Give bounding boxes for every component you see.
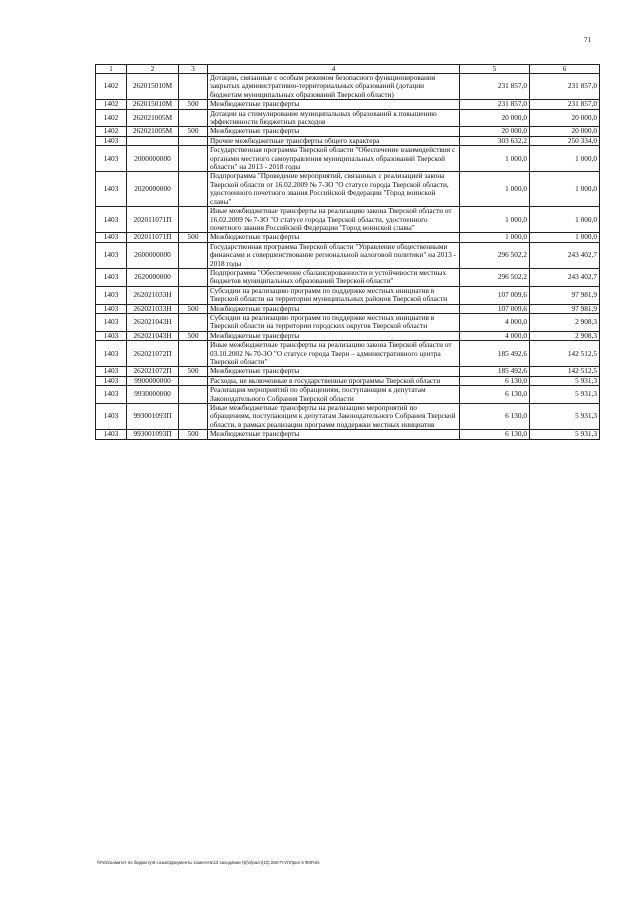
target-code-cell xyxy=(127,136,179,145)
amount-planned-cell: 231 857,0 xyxy=(460,74,530,100)
table-row xyxy=(96,286,600,304)
amount-planned-cell: 1 000,0 xyxy=(460,233,530,242)
target-code-cell: 2600000000 xyxy=(127,242,179,268)
item-name-cell: Прочие межбюджетные трансферты общего характера xyxy=(208,136,460,145)
amount-actual-cell: 142 512,5 xyxy=(530,341,600,367)
expense-type-cell xyxy=(179,341,208,367)
section-code-cell: 1402 xyxy=(96,109,127,127)
section-code-cell: 1403 xyxy=(96,313,127,331)
section-code-cell: 1403 xyxy=(96,367,127,376)
section-code-cell: 1403 xyxy=(96,386,127,404)
file-path-footer: \\Fs01\комитет по бюджету\6 созыв\Документы комитета\13 заседание (6)\п\расп(13) 282-П-VI\Прил 5 ФКР.xls xyxy=(97,860,320,865)
amount-actual-cell: 20 000,0 xyxy=(530,127,600,136)
amount-planned-cell: 6 130,0 xyxy=(460,386,530,404)
expense-type-cell xyxy=(179,268,208,286)
target-code-cell: 262021005М xyxy=(127,127,179,136)
amount-actual-cell: 231 857,0 xyxy=(530,74,600,100)
section-code-cell: 1403 xyxy=(96,242,127,268)
amount-actual-cell: 5 931,3 xyxy=(530,376,600,385)
amount-actual-cell: 2 908,3 xyxy=(530,313,600,331)
section-code-cell: 1403 xyxy=(96,233,127,242)
amount-planned-cell: 296 502,2 xyxy=(460,242,530,268)
item-name-cell: Подпрограмма "Проведение мероприятий, связанных с реализацией закона Тверской области от 16.02.2009 № 7-ЗО "О статусе города Тверской области, удостоенного почетного звания Российской Федерации "Город воинской славы" xyxy=(208,172,460,207)
section-code-cell: 1403 xyxy=(96,376,127,385)
expense-type-cell: 500 xyxy=(179,367,208,376)
column-header: 1 xyxy=(96,65,127,74)
amount-planned-cell: 1 000,0 xyxy=(460,146,530,172)
column-header: 4 xyxy=(208,65,460,74)
table-row xyxy=(96,367,600,376)
amount-actual-cell: 142 512,5 xyxy=(530,367,600,376)
item-name-cell: Межбюджетные трансферты xyxy=(208,367,460,376)
amount-actual-cell: 1 000,0 xyxy=(530,207,600,233)
amount-planned-cell: 1 000,0 xyxy=(460,172,530,207)
item-name-cell: Подпрограмма "Обеспечение сбалансированности и устойчивости местных бюджетов муниципальных образований Тверской области" xyxy=(208,268,460,286)
table-row xyxy=(96,268,600,286)
amount-planned-cell: 296 502,2 xyxy=(460,268,530,286)
item-name-cell: Субсидии на реализацию программ по поддержке местных инициатив в Тверской области на территории муниципальных районов Тверской области xyxy=(208,286,460,304)
section-code-cell: 1402 xyxy=(96,74,127,100)
item-name-cell: Иные межбюджетные трансферты на реализацию закона Тверской области от 03.10.2002 № 70-ЗО "О статусе города Твери – административного центра Тверской области" xyxy=(208,341,460,367)
target-code-cell: 262015010М xyxy=(127,74,179,100)
target-code-cell: 262021043Н xyxy=(127,313,179,331)
column-header: 2 xyxy=(127,65,179,74)
amount-planned-cell: 4 000,0 xyxy=(460,331,530,340)
expense-type-cell: 500 xyxy=(179,430,208,439)
amount-actual-cell: 5 931,3 xyxy=(530,404,600,430)
expense-type-cell xyxy=(179,74,208,100)
expense-type-cell xyxy=(179,376,208,385)
table-row xyxy=(96,242,600,268)
amount-planned-cell: 107 009,6 xyxy=(460,286,530,304)
table-row xyxy=(96,430,600,439)
table-row xyxy=(96,233,600,242)
amount-planned-cell: 20 000,0 xyxy=(460,127,530,136)
amount-actual-cell: 1 000,0 xyxy=(530,233,600,242)
page-number: 71 xyxy=(584,36,591,44)
amount-planned-cell: 1 000,0 xyxy=(460,207,530,233)
item-name-cell: Межбюджетные трансферты xyxy=(208,233,460,242)
expense-type-cell xyxy=(179,207,208,233)
target-code-cell: 9900000000 xyxy=(127,376,179,385)
expense-type-cell: 500 xyxy=(179,331,208,340)
table-row xyxy=(96,127,600,136)
amount-actual-cell: 5 931,3 xyxy=(530,386,600,404)
expense-type-cell xyxy=(179,404,208,430)
amount-planned-cell: 6 130,0 xyxy=(460,430,530,439)
item-name-cell: Субсидии на реализацию программ по поддержке местных инициатив в Тверской области на территории городских округов Тверской области xyxy=(208,313,460,331)
amount-planned-cell: 6 130,0 xyxy=(460,404,530,430)
expense-type-cell xyxy=(179,136,208,145)
target-code-cell: 262021072П xyxy=(127,341,179,367)
section-code-cell: 1402 xyxy=(96,100,127,109)
amount-actual-cell: 1 000,0 xyxy=(530,172,600,207)
item-name-cell: Межбюджетные трансферты xyxy=(208,127,460,136)
amount-actual-cell: 5 931,3 xyxy=(530,430,600,439)
target-code-cell: 2000000000 xyxy=(127,146,179,172)
expense-type-cell xyxy=(179,172,208,207)
amount-planned-cell: 231 857,0 xyxy=(460,100,530,109)
item-name-cell: Межбюджетные трансферты xyxy=(208,304,460,313)
table-row xyxy=(96,109,600,127)
budget-table xyxy=(95,64,600,440)
item-name-cell: Дотации, связанные с особым режимом безопасного функционирования закрытых административно-территориальных образований (дотации бюджетам муниципальных образований Тверской области) xyxy=(208,74,460,100)
section-code-cell: 1403 xyxy=(96,207,127,233)
amount-actual-cell: 1 000,0 xyxy=(530,146,600,172)
item-name-cell: Государственная программа Тверской области "Обеспечение взаимодействия с органами местного самоуправления муниципальных образований Тверской области" на 2013 - 2018 годы xyxy=(208,146,460,172)
section-code-cell: 1403 xyxy=(96,341,127,367)
amount-planned-cell: 4 000,0 xyxy=(460,313,530,331)
item-name-cell: Реализация мероприятий по обращениям, поступающим к депутатам Законодательного Собрания Тверской области xyxy=(208,386,460,404)
section-code-cell: 1403 xyxy=(96,286,127,304)
expense-type-cell xyxy=(179,242,208,268)
section-code-cell: 1403 xyxy=(96,331,127,340)
target-code-cell: 262021043Н xyxy=(127,331,179,340)
section-code-cell: 1403 xyxy=(96,404,127,430)
column-header: 6 xyxy=(530,65,600,74)
item-name-cell: Межбюджетные трансферты xyxy=(208,100,460,109)
item-name-cell: Иные межбюджетные трансферты на реализацию мероприятий по обращениям, поступающим к депутатам Законодательного Собрания Тверской области, в рамках реализации программ поддержки местных инициатив xyxy=(208,404,460,430)
amount-actual-cell: 97 981,9 xyxy=(530,304,600,313)
target-code-cell: 262021033Н xyxy=(127,304,179,313)
table-row xyxy=(96,74,600,100)
expense-type-cell xyxy=(179,286,208,304)
section-code-cell: 1403 xyxy=(96,146,127,172)
expense-type-cell xyxy=(179,386,208,404)
item-name-cell: Расходы, не включенные в государственные программы Тверской области xyxy=(208,376,460,385)
section-code-cell: 1403 xyxy=(96,172,127,207)
target-code-cell: 993001093П xyxy=(127,430,179,439)
target-code-cell: 202011071П xyxy=(127,233,179,242)
amount-actual-cell: 243 402,7 xyxy=(530,268,600,286)
amount-actual-cell: 250 334,0 xyxy=(530,136,600,145)
section-code-cell: 1403 xyxy=(96,136,127,145)
target-code-cell: 262021072П xyxy=(127,367,179,376)
expense-type-cell: 500 xyxy=(179,100,208,109)
target-code-cell: 262015010М xyxy=(127,100,179,109)
table-row xyxy=(96,100,600,109)
amount-actual-cell: 97 981,9 xyxy=(530,286,600,304)
expense-type-cell xyxy=(179,109,208,127)
section-code-cell: 1403 xyxy=(96,430,127,439)
amount-planned-cell: 185 492,6 xyxy=(460,367,530,376)
item-name-cell: Дотации на стимулирование муниципальных образований к повышению эффективности бюджетных расходов xyxy=(208,109,460,127)
expense-type-cell: 500 xyxy=(179,233,208,242)
column-header: 3 xyxy=(179,65,208,74)
item-name-cell: Межбюджетные трансферты xyxy=(208,430,460,439)
amount-planned-cell: 185 492,6 xyxy=(460,341,530,367)
amount-planned-cell: 20 000,0 xyxy=(460,109,530,127)
expense-type-cell: 500 xyxy=(179,127,208,136)
amount-planned-cell: 6 130,0 xyxy=(460,376,530,385)
table-row xyxy=(96,146,600,172)
section-code-cell: 1403 xyxy=(96,304,127,313)
target-code-cell: 2620000000 xyxy=(127,268,179,286)
section-code-cell: 1402 xyxy=(96,127,127,136)
amount-planned-cell: 107 009,6 xyxy=(460,304,530,313)
target-code-cell: 262021033Н xyxy=(127,286,179,304)
amount-planned-cell: 303 632,2 xyxy=(460,136,530,145)
column-header: 5 xyxy=(460,65,530,74)
table-row xyxy=(96,341,600,367)
item-name-cell: Межбюджетные трансферты xyxy=(208,331,460,340)
amount-actual-cell: 20 000,0 xyxy=(530,109,600,127)
target-code-cell: 202011071П xyxy=(127,207,179,233)
target-code-cell: 2020000000 xyxy=(127,172,179,207)
table-row xyxy=(96,313,600,331)
item-name-cell: Иные межбюджетные трансферты на реализацию закона Тверской области от 16.02.2009 № 7-ЗО "О статусе города Тверской области, удостоенного почетного звания Российской Федерации "Город воинской славы" xyxy=(208,207,460,233)
amount-actual-cell: 2 908,3 xyxy=(530,331,600,340)
target-code-cell: 262021005М xyxy=(127,109,179,127)
amount-actual-cell: 231 857,0 xyxy=(530,100,600,109)
table-row xyxy=(96,172,600,207)
target-code-cell: 9930000000 xyxy=(127,386,179,404)
expense-type-cell xyxy=(179,313,208,331)
item-name-cell: Государственная программа Тверской области "Управление общественными финансами и совершенствование региональной налоговой политики" на 2013 - 2018 годы xyxy=(208,242,460,268)
section-code-cell: 1403 xyxy=(96,268,127,286)
table-row xyxy=(96,207,600,233)
table-row xyxy=(96,404,600,430)
target-code-cell: 993001093П xyxy=(127,404,179,430)
expense-type-cell xyxy=(179,146,208,172)
table-row xyxy=(96,386,600,404)
amount-actual-cell: 243 402,7 xyxy=(530,242,600,268)
expense-type-cell: 500 xyxy=(179,304,208,313)
